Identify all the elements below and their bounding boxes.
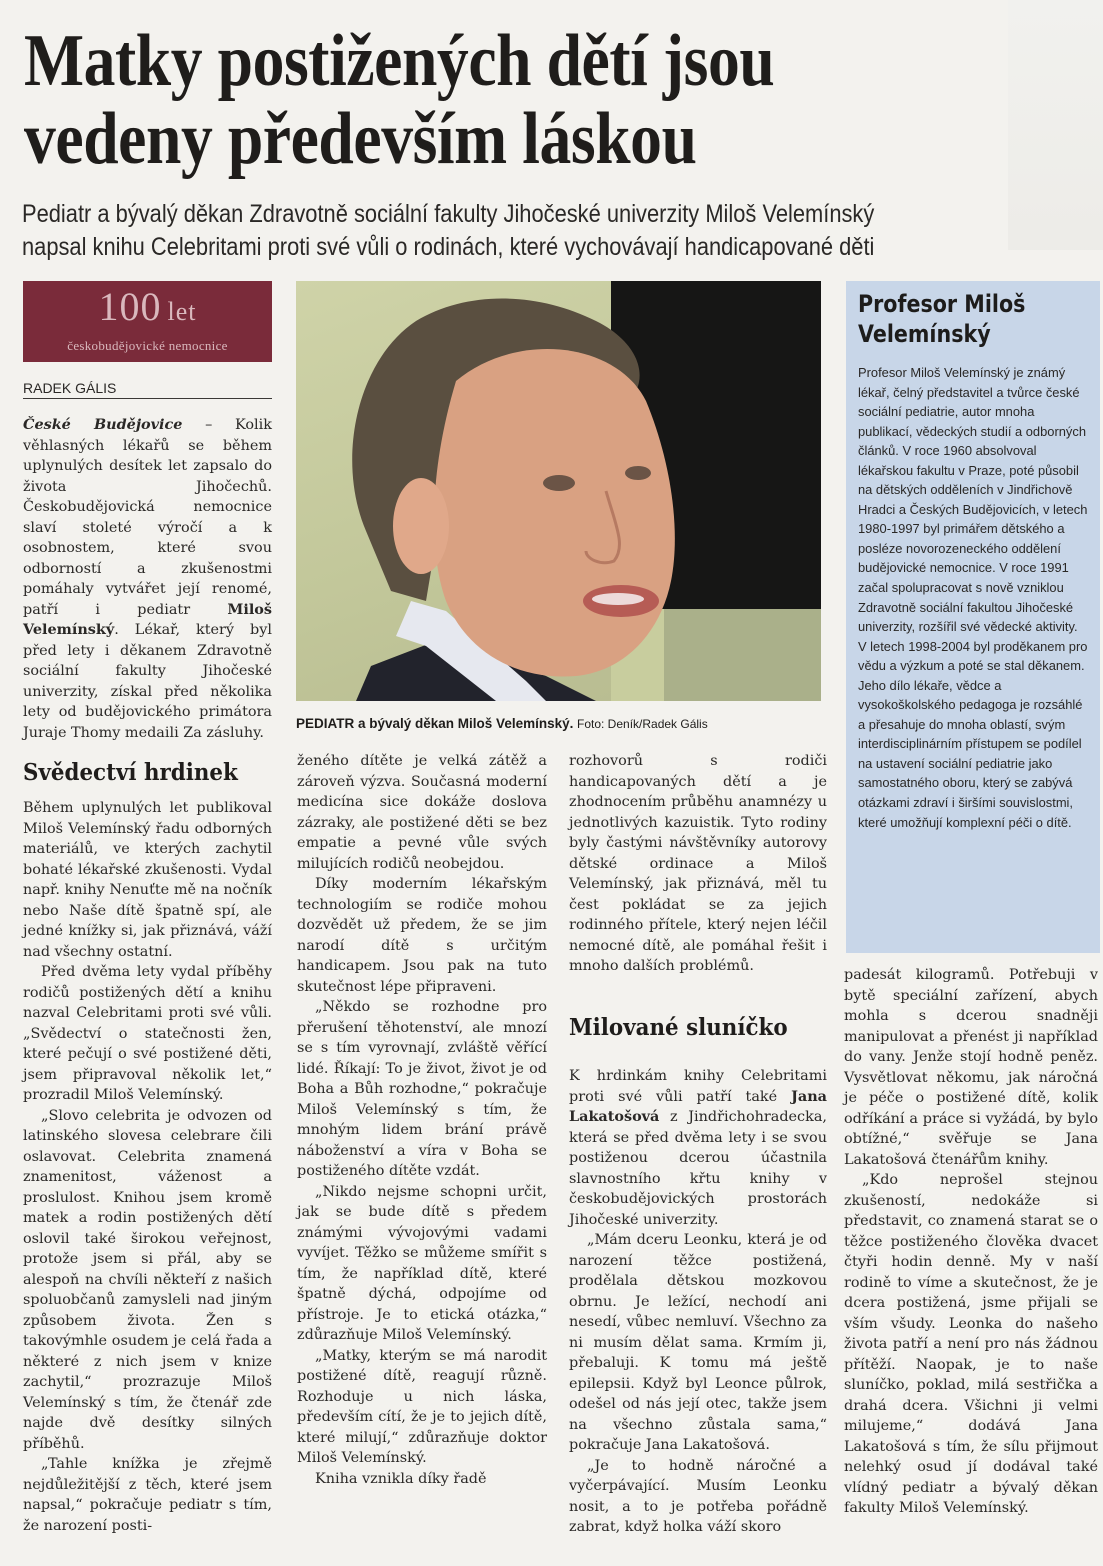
paragraph-text: K hrdinkám knihy Celebritami proti své vůli patří také	[569, 1068, 827, 1105]
paragraph: „Je to hodně náročné a vyčerpávající. Musím Leonku nosit, a to je potřeba pořádně zabrat, když holka váží skoro	[569, 1457, 827, 1535]
section-heading-slunicko: Milované sluníčko	[569, 1014, 788, 1041]
lead-text-cont: . Lékař, který byl před lety i děkanem Zdravotně sociální fakulty Jihočeské univerzity, získal před několika lety od budějovického primátora Juraje Thomy medaili Za zásluhy.	[23, 622, 272, 741]
article-lead	[23, 415, 272, 743]
paragraph: „Matky, kterým se má narodit postižené dítě, reagují různě. Rozhoduje u nich láska, především cítí, že je to jejich dítě, které milují,“ zdůrazňuje doktor Miloš Velemínský.	[297, 1347, 547, 1466]
right-eye-shape	[625, 466, 651, 480]
anniversary-banner	[23, 281, 272, 362]
lead-name: Miloš Velemínský	[23, 600, 272, 638]
lead-text: – Kolik věhlasných lékařů se během uplynulých desítek let zapsalo do života Jihočechů. Českobudějovická nemocnice slaví stoleté výročí a k osobnostem, které svou odborností a zkušenostmi pomáhaly vytvářet její renomé, patří i pediatr	[23, 417, 272, 618]
subheadline-line-1: Pediatr a bývalý děkan Zdravotně sociální fakulty Jihočeské univerzity Miloš Velemínský	[22, 200, 875, 228]
dateline: České Budějovice	[23, 416, 183, 433]
headline-line-1: Matky postižených dětí jsou	[24, 20, 775, 102]
headline	[24, 22, 1030, 178]
paragraph: „Kdo neprošel stejnou zkušeností, nedokáže si představit, co znamená starat se o těžce postiženého člověka dvacet čtyři hodin denně. My v naší rodině to víme a skutečnost, že je dcera postižená, jsme přijali se vším všudy. Leonka do našeho života patří a není pro nás žádnou přítěží. Naopak, je to naše sluníčko, poklad, milá sestřička a drahá dcera. Všichni ji velmi milujeme,“ dodává Jana Lakatošová s tím, že sílu přijmout nelehký osud jí dodával také vlídný pediatr a bývalý děkan fakulty Miloš Velemínský.	[844, 1172, 1098, 1516]
teeth-shape	[592, 593, 644, 605]
paragraph: „Mám dceru Leonku, která je od narození těžce postižená, prodělala dětskou mozkovou obrnu. Je ležící, nechodí ani nesedí, vůbec nemluví. Všechno za ni musím dělat sama. Krmím ji, přebaluji. K tomu má ještě epilepsii. Když byl Leonce půlrok, odešel od nás její otec, takže jsem na všechno zůstala sama,“ pokračuje Jana Lakatošová.	[569, 1232, 827, 1453]
banner-title	[23, 281, 272, 334]
banner-number: 100	[98, 284, 162, 329]
ear-shape	[393, 478, 449, 574]
photo-caption	[296, 716, 836, 731]
portrait-photo	[296, 281, 821, 701]
paragraph: „Slovo celebrita je odvozen od latinského slovesa celebrare čili oslavovat. Celebrita znamená znamenitost, váženost a proslulost. Knihou jsem kromě matek a rodin postižených dětí oslovil také širokou veřejnost, protože jsem si přál, aby se alespoň na chvíli někteří z našich spoluobčanů zamysleli nad jiným způsobem života. Žen s takovýmhle osudem je celá řada a některé z nich jsem v knize zachytil,“ prozrazuje Miloš Velemínský s tím, že čtenář zde najde dvě desítky silných příběhů.	[23, 1107, 272, 1452]
paragraph: Během uplynulých let publikoval Miloš Velemínský řadu odborných materiálů, ve kterých zachytil bohaté lékařské zkušenosti. Vydal např. knihy Nenuťte mě na nočník nebo Naše dítě špatně spí, ale jedné knížky si, jak přiznává, váží nad všechny ostatní.	[23, 800, 272, 960]
paragraph: Díky moderním lékařským technologiím se rodiče mohou dozvědět už předem, že se jim narodí dítě s určitým handicapem. Jsou pak na tuto skutečnost lépe připraveni.	[297, 876, 547, 995]
bold-name: Jana Lakatošová	[569, 1087, 827, 1125]
paragraph: ženého dítěte je velká zátěž a zároveň výzva. Současná moderní medicína sice dokáže doslova zázraky, ale postižené děti se bez empatie a pevné vůle svých milujících rodičů neobejdou.	[297, 753, 547, 872]
article-column-2	[297, 751, 547, 1489]
author-byline: RADEK GÁLIS	[23, 380, 272, 399]
paragraph: „Někdo se rozhodne pro přerušení těhotenství, ale mnozí se s tím vyrovnají, zvláště věřící lidé. Říkají: To je život, život je od Boha a Bůh rozhodne,“ pokračuje Miloš Velemínský s tím, že mnohým lidem brání právě náboženství a víra v Boha se postiženého dítěte vzdát.	[297, 999, 547, 1179]
paragraph: rozhovorů s rodiči handicapovaných dětí a je zhodnocením průběhu anamnézy u jednotlivých kazuistik. Tyto rodiny byly častými návštěvníky autorovy dětské ordinace a Miloš Velemínský, jak přiznává, měl tu čest pokládat se za jejich rodinného přítele, který nejen léčil nemocné dítě, ale pomáhal řešit i mnoho dalších problémů.	[569, 753, 827, 974]
face-shape	[434, 349, 675, 677]
photo-credit: Foto: Deník/Radek Gális	[577, 717, 708, 731]
subheadline	[22, 198, 1090, 264]
paragraph: Kniha vznikla díky řadě	[315, 1470, 487, 1487]
lead-paragraph	[23, 415, 272, 743]
subheadline-line-2: napsal knihu Celebritami proti své vůli o rodinách, které vychovávají handicapované děti	[22, 233, 875, 261]
paragraph: Před dvěma lety vydal příběhy rodičů postižených dětí a knihu nazval Celebritami proti své vůli. „Svědectví o statečnosti žen, které pečují o své postižené děti, jsem připravoval několik let,“ prozradil Miloš Velemínský.	[23, 964, 272, 1103]
article-column-1	[23, 798, 272, 1536]
paragraph-text-cont: z Jindřichohradecka, která se před dvěma lety i se svou postiženou dcerou účastnila slavnostního křtu knihy v českobudějovických prostorách Jihočeské univerzity.	[569, 1109, 827, 1228]
sidebox-title: Profesor Miloš Velemínský	[858, 290, 1026, 348]
profile-sidebox	[846, 281, 1100, 953]
article-column-3	[569, 1066, 827, 1538]
portrait-illustration	[296, 281, 821, 701]
banner-unit: let	[167, 297, 197, 326]
article-column-3-top	[569, 751, 827, 977]
sidebox-body: Profesor Miloš Velemínský je známý lékař, čelný představitel a tvůrce české sociální pediatrie, autor mnoha publikací, vědeckých studií a odborných článků. V roce 1960 absolvoval lékařskou fakultu v Praze, poté působil na dětských odděleních v Jindřichově Hradci a Českých Budějovicích, v letech 1980-1997 byl primářem dětského a posléze novorozeneckého oddělení budějovické nemocnice. V roce 1991 začal spolupracovat s nově vzniklou Zdravotně sociální fakultou Jihočeské univerzity, rozšířil své vědecké aktivity. V letech 1998-2004 byl proděkanem pro vědu a výzkum a poté se stal děkanem. Jeho dílo lékaře, vědce a vysokoškolského pedagoga je rozsáhlé a přesahuje do mnoha oblastí, svým interdisciplinárním přístupem se podílel na ustavení sociální pediatrie jako samostatného oboru, který se zabývá otázkami zdraví i širšími souvislostmi, které umožňují komplexní péči o dítě.	[858, 365, 1088, 830]
banner-subtitle: českobudějovické nemocnice	[67, 338, 228, 353]
paragraph: padesát kilogramů. Potřebuji v bytě speciální zařízení, abych mohla s dcerou snadněji manipulovat a přenést ji například do vany. Jenže stojí hodně peněz. Vysvětlovat někomu, jak náročná je péče o postižené dítě, kolik odříkání a práce si vyžádá, by bylo obtížné,“ svěřuje se Jana Lakatošová čtenářům knihy.	[844, 967, 1098, 1168]
headline-line-2: vedeny především láskou	[24, 98, 697, 180]
caption-text: PEDIATR a bývalý děkan Miloš Velemínský.	[296, 716, 574, 731]
paragraph: „Nikdo nejsme schopni určit, jak se bude dítě s předem známými vývojovými vadami vyvíjet. Těžko se můžeme smířit s tím, že například dítě, které špatně dýchá, odpojíme od přístroje. Je to etická otázka,“ zdůrazňuje Miloš Velemínský.	[297, 1183, 547, 1343]
left-eye-shape	[543, 475, 575, 491]
section-heading-svedectvi: Svědectví hrdinek	[23, 759, 238, 786]
article-column-4	[844, 965, 1098, 1519]
paragraph: „Tahle knížka je zřejmě nejdůležitější z těch, které jsem napsal,“ pokračuje pediatr s tím, že narození posti-	[23, 1456, 272, 1534]
paragraph	[569, 1066, 827, 1230]
